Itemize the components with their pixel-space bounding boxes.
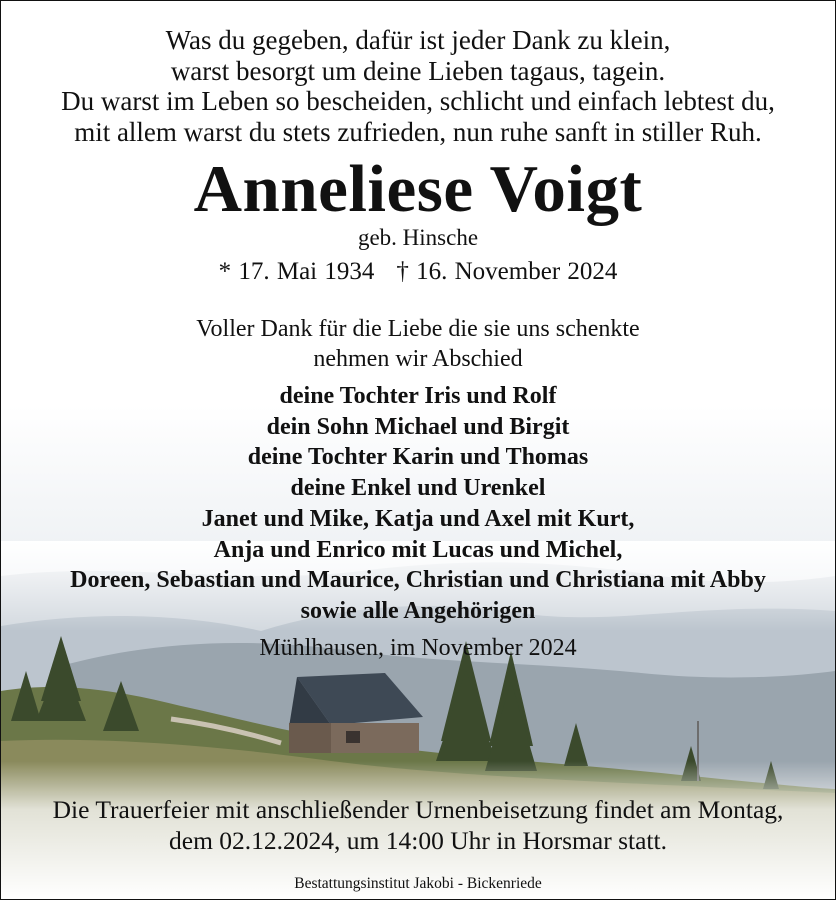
poem-line: mit allem warst du stets zufrieden, nun ruhe sanft in stiller Ruh. <box>74 116 762 147</box>
mourner-line: sowie alle Angehörigen <box>300 597 536 624</box>
mourner-line: Anja und Enrico mit Lucas und Michel, <box>213 536 623 563</box>
memorial-poem <box>1 25 835 147</box>
thanks-text <box>1 314 835 374</box>
funeral-service-info <box>1 794 835 856</box>
mourner-line: Doreen, Sebastian und Maurice, Christian und Christiana mit Abby <box>70 567 766 594</box>
mourner-line: dein Sohn Michael und Birgit <box>266 413 570 440</box>
thanks-line: Voller Dank für die Liebe die sie uns schenkte <box>196 316 640 342</box>
thanks-line: nehmen wir Abschied <box>313 346 523 372</box>
life-dates <box>1 257 835 287</box>
service-line: Die Trauerfeier mit anschließender Urnenbeisetzung findet am Montag, <box>52 795 784 824</box>
mourner-line: deine Tochter Iris und Rolf <box>279 383 557 409</box>
deceased-name: Anneliese Voigt <box>193 152 643 226</box>
mourner-line: deine Tochter Karin und Thomas <box>247 444 589 471</box>
poem-line: Du warst im Leben so bescheiden, schlicht und einfach lebtest du, <box>61 86 775 116</box>
undertaker-credit: Bestattungsinstitut Jakobi - Bickenriede <box>294 875 542 892</box>
place-and-date: Mühlhausen, im November 2024 <box>259 635 577 661</box>
mourner-line: deine Enkel und Urenkel <box>290 475 546 502</box>
mourner-line: Janet und Mike, Katja und Axel mit Kurt, <box>201 505 635 532</box>
mourners-list <box>1 381 835 627</box>
poem-line: Was du gegeben, dafür ist jeder Dank zu klein, <box>165 25 671 55</box>
maiden-name: geb. Hinsche <box>357 225 479 250</box>
service-line: dem 02.12.2024, um 14:00 Uhr in Horsmar statt. <box>169 826 667 855</box>
poem-line: warst besorgt um deine Lieben tagaus, tagein. <box>170 55 666 86</box>
death-date: † 16. November 2024 <box>396 258 618 285</box>
birth-date: * 17. Mai 1934 <box>218 258 375 285</box>
